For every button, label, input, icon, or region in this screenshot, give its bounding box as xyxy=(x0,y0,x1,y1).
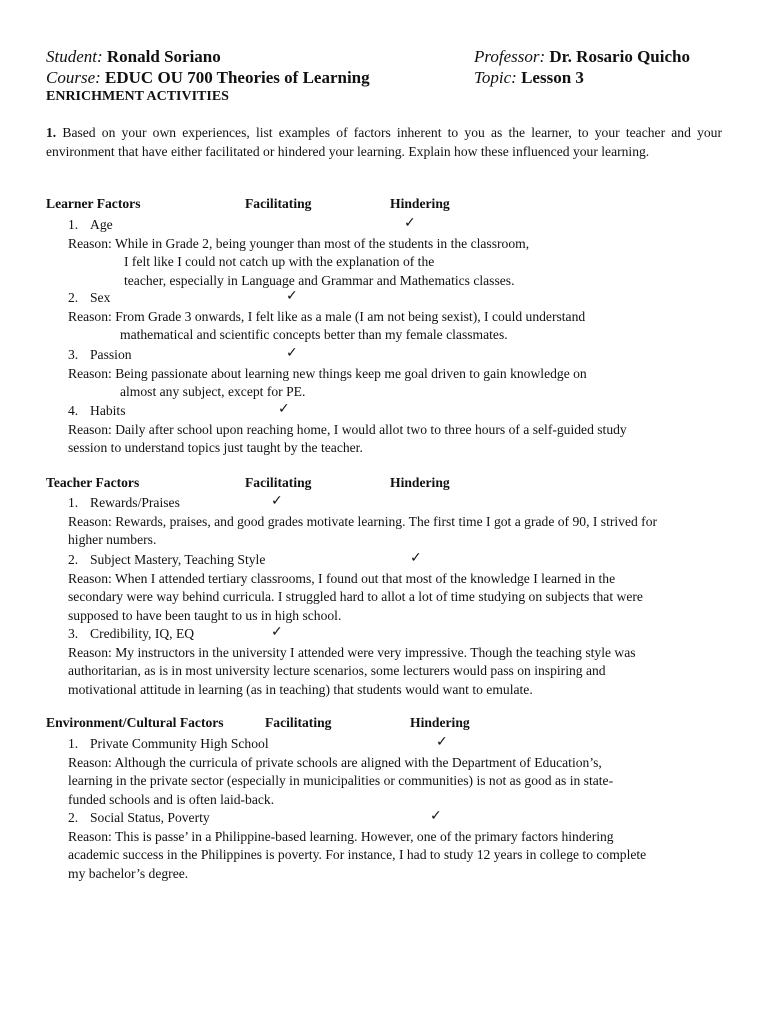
student-name: Ronald Soriano xyxy=(106,47,221,66)
professor-label: Professor: xyxy=(474,47,546,66)
question-number: 1. xyxy=(46,125,57,140)
learner-col-facilitating: Facilitating xyxy=(245,196,312,211)
learner-reason-age: Reason: While in Grade 2, being younger than most of the students in the classroom, I felt like I could not catch up with the explanation of the teacher, especially in Language and Grammar and Mathematics classes. xyxy=(68,236,530,288)
check-mark-icon: ✓ xyxy=(410,550,422,566)
check-mark-icon: ✓ xyxy=(430,808,442,824)
learner-reason-sex: Reason: From Grade 3 onwards, I felt like as a male (I am not being sexist), I could understand mathematical and scientific concepts better than my female classmates. xyxy=(68,309,586,343)
learner-item-sex: 2. Sex xyxy=(68,290,111,305)
learner-item-passion: 3. Passion xyxy=(68,347,132,362)
course-line xyxy=(46,68,370,88)
topic-line xyxy=(474,68,584,88)
teacher-col-hindering: Hindering xyxy=(390,475,450,490)
student-label: Student: xyxy=(46,47,103,66)
check-mark-icon: ✓ xyxy=(271,624,283,640)
learner-item-age: 1. Age xyxy=(68,217,113,232)
topic-name: Lesson 3 xyxy=(521,68,584,87)
check-mark-icon: ✓ xyxy=(278,401,290,417)
course-label: Course: xyxy=(46,68,101,87)
teacher-reason-subject-mastery: Reason: When I attended tertiary classrooms, I found out that most of the knowledge I learned in the secondary were way behind curricula. I struggled hard to allot a lot of time studying on subjects that were supposed to have been taught to us in high school. xyxy=(68,571,643,623)
teacher-heading: Teacher Factors xyxy=(46,475,140,490)
learner-heading: Learner Factors xyxy=(46,196,141,211)
check-mark-icon: ✓ xyxy=(286,345,298,361)
check-mark-icon: ✓ xyxy=(436,734,448,750)
environment-item-social-status: 2. Social Status, Poverty xyxy=(68,810,210,825)
question-paragraph xyxy=(46,124,722,161)
topic-label: Topic: xyxy=(474,68,517,87)
environment-heading: Environment/Cultural Factors xyxy=(46,715,224,730)
page-title: ENRICHMENT ACTIVITIES xyxy=(46,89,229,104)
course-name: EDUC OU 700 Theories of Learning xyxy=(105,68,370,87)
environment-col-hindering: Hindering xyxy=(410,715,470,730)
teacher-item-rewards: 1. Rewards/Praises xyxy=(68,495,180,510)
learner-reason-passion: Reason: Being passionate about learning new things keep me goal driven to gain knowledge on almost any subject, except for PE. xyxy=(68,366,587,400)
teacher-item-credibility: 3. Credibility, IQ, EQ xyxy=(68,626,195,641)
environment-reason-private-school: Reason: Although the curricula of private schools are aligned with the Department of Education’s, learning in the private sector (especially in municipalities or communities) is not as good as in state- funded schools and is often laid-back. xyxy=(68,755,614,807)
environment-col-facilitating: Facilitating xyxy=(265,715,332,730)
check-mark-icon: ✓ xyxy=(286,288,298,304)
learner-item-habits: 4. Habits xyxy=(68,403,126,418)
check-mark-icon: ✓ xyxy=(271,493,283,509)
teacher-reason-credibility: Reason: My instructors in the university I attended were very impressive. Though the teaching style was authoritarian, as is in most university lecture scenarios, some lecturers would pass on inspiring and motivational attitude in learning (as in teaching) that students would want to emulate. xyxy=(68,645,636,697)
student-line xyxy=(46,47,221,67)
learner-reason-habits: Reason: Daily after school upon reaching home, I would allot two to three hours of a self-guided study session to understand topics just taught by the teacher. xyxy=(68,422,627,456)
teacher-reason-rewards: Reason: Rewards, praises, and good grades motivate learning. The first time I got a grade of 90, I strived for higher numbers. xyxy=(68,514,658,548)
learner-col-hindering: Hindering xyxy=(390,196,450,211)
teacher-item-subject-mastery: 2. Subject Mastery, Teaching Style xyxy=(68,552,266,567)
check-mark-icon: ✓ xyxy=(404,215,416,231)
environment-item-private-school: 1. Private Community High School xyxy=(68,736,269,751)
teacher-col-facilitating: Facilitating xyxy=(245,475,312,490)
question-text: Based on your own experiences, list examples of factors inherent to you as the learner, to your teacher and your environment that have either facilitated or hindered your learning. Explain how these influenced your learning. xyxy=(46,125,722,159)
professor-name: Dr. Rosario Quicho xyxy=(549,47,690,66)
environment-reason-social-status: Reason: This is passe’ in a Philippine-based learning. However, one of the primary factors hindering academic success in the Philippines is poverty. For instance, I had to study 12 years in college to complete my bachelor’s degree. xyxy=(68,829,647,881)
professor-line xyxy=(474,47,690,67)
